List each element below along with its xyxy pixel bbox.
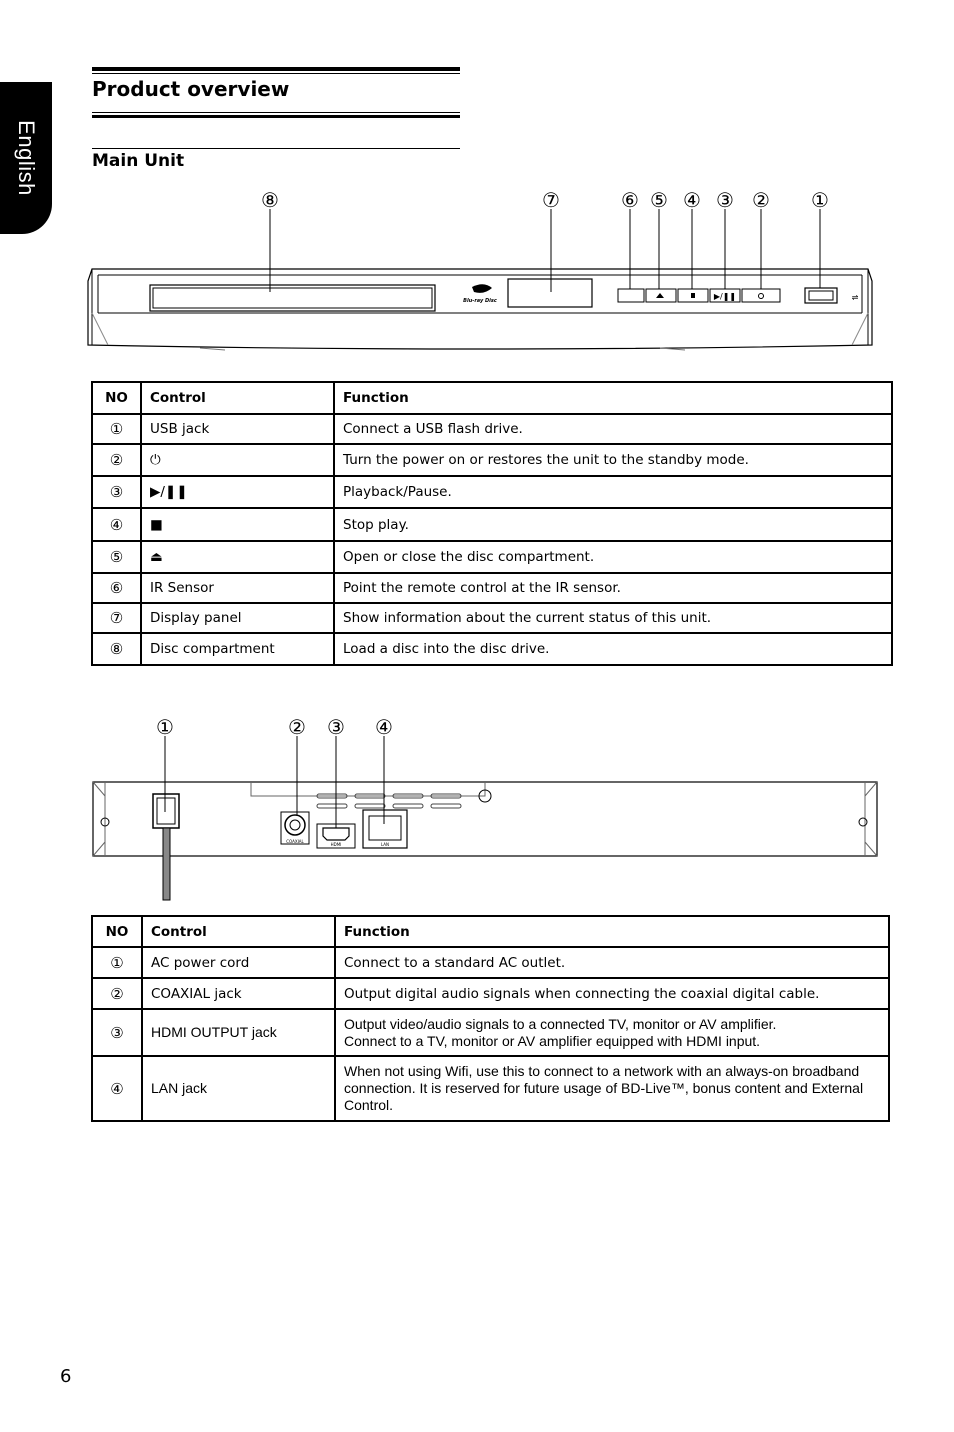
row-no: ④: [92, 508, 141, 541]
front-callout-1: ①: [811, 188, 829, 212]
row-function: Connect a USB flash drive.: [334, 414, 892, 444]
page-number: 6: [60, 1366, 72, 1387]
row-no: ⑦: [92, 603, 141, 633]
table-row: [92, 603, 892, 633]
rear-panel-diagram: [85, 712, 885, 904]
language-tab-label: English: [14, 120, 39, 196]
table-row: [92, 633, 892, 665]
header-no: NO: [92, 382, 141, 414]
title-rule-bottom-thin: [92, 112, 460, 113]
front-callout-3: ③: [716, 188, 734, 212]
row-function: Output digital audio signals when connecting the coaxial digital cable.: [335, 978, 889, 1009]
rear-callout-1: ①: [156, 715, 174, 739]
page-title: Product overview: [92, 77, 290, 101]
row-function: Turn the power on or restores the unit to the standby mode.: [334, 444, 892, 476]
stop-icon: ■: [141, 508, 334, 541]
front-controls-table: [91, 381, 893, 666]
header-control: Control: [141, 382, 334, 414]
table-row: [92, 1056, 889, 1121]
row-no: ⑤: [92, 541, 141, 573]
row-no: ③: [92, 476, 141, 508]
play-pause-icon: ▶/❚❚: [141, 476, 334, 508]
front-callout-5: ⑤: [650, 188, 668, 212]
eject-icon: ⏏: [141, 541, 334, 573]
row-control: HDMI OUTPUT jack: [142, 1009, 335, 1056]
row-function: Playback/Pause.: [334, 476, 892, 508]
row-function: Connect to a standard AC outlet.: [335, 947, 889, 978]
row-no: ②: [92, 978, 142, 1009]
title-rule-top-thin: [92, 73, 460, 74]
row-no: ②: [92, 444, 141, 476]
row-control: Disc compartment: [141, 633, 334, 665]
section-title: Main Unit: [92, 151, 185, 171]
header-control: Control: [142, 916, 335, 947]
row-function: [335, 1009, 889, 1056]
table-row: [92, 508, 892, 541]
row-control: AC power cord: [142, 947, 335, 978]
title-rule-bottom: [92, 115, 460, 118]
rear-callout-2: ②: [288, 715, 306, 739]
svg-text:▶/❚❚: ▶/❚❚: [713, 292, 737, 301]
coaxial-port-label: COAXIAL: [286, 839, 304, 844]
title-rule-top: [92, 67, 460, 71]
rear-callout-4: ④: [375, 715, 393, 739]
row-control: Display panel: [141, 603, 334, 633]
front-panel-diagram: [80, 185, 880, 355]
svg-text:Blu-ray Disc: Blu-ray Disc: [463, 298, 497, 304]
row-control: IR Sensor: [141, 573, 334, 603]
row-no: ①: [92, 414, 141, 444]
section-rule: [92, 148, 460, 149]
header-function: Function: [335, 916, 889, 947]
table-row: [92, 947, 889, 978]
row-no: ①: [92, 947, 142, 978]
svg-text:⇌: ⇌: [851, 293, 859, 302]
power-cord: [163, 828, 170, 900]
hdmi-port-label: HDMI: [330, 842, 342, 847]
power-icon: ⏻: [141, 444, 334, 476]
function-line: Connect to a TV, monitor or AV amplifier equipped with HDMI input.: [344, 1032, 761, 1049]
row-no: ④: [92, 1056, 142, 1121]
rear-callout-3: ③: [327, 715, 345, 739]
front-callout-6: ⑥: [621, 188, 639, 212]
table-header-row: [92, 382, 892, 414]
function-line: connection. It is reserved for future usage of BD-Live™, bonus content and External: [344, 1080, 864, 1096]
table-row: [92, 1009, 889, 1056]
row-function: Point the remote control at the IR sensor.: [334, 573, 892, 603]
row-no: ⑥: [92, 573, 141, 603]
table-header-row: [92, 916, 889, 947]
language-tab: [0, 82, 52, 234]
front-callout-2: ②: [752, 188, 770, 212]
row-no: ⑧: [92, 633, 141, 665]
table-row: [92, 476, 892, 508]
front-callout-7: ⑦: [542, 188, 560, 212]
function-line: Control.: [344, 1097, 394, 1113]
row-function: Show information about the current status of this unit.: [334, 603, 892, 633]
row-function: Stop play.: [334, 508, 892, 541]
row-control: USB jack: [141, 414, 334, 444]
table-row: [92, 414, 892, 444]
header-no: NO: [92, 916, 142, 947]
table-row: [92, 444, 892, 476]
table-row: [92, 573, 892, 603]
row-function: Open or close the disc compartment.: [334, 541, 892, 573]
table-row: [92, 978, 889, 1009]
front-callout-8: ⑧: [261, 188, 279, 212]
row-no: ③: [92, 1009, 142, 1056]
rear-controls-table: [91, 915, 890, 1122]
lan-port-label: LAN: [380, 842, 390, 847]
row-control: LAN jack: [142, 1056, 335, 1121]
row-function: [335, 1056, 889, 1121]
header-function: Function: [334, 382, 892, 414]
row-control: COAXIAL jack: [142, 978, 335, 1009]
front-callout-4: ④: [683, 188, 701, 212]
function-line: When not using Wifi, use this to connect to a network with an always-on broadband: [344, 1063, 860, 1079]
table-row: [92, 541, 892, 573]
function-line: Output video/audio signals to a connected TV, monitor or AV amplifier.: [344, 1015, 777, 1032]
row-function: Load a disc into the disc drive.: [334, 633, 892, 665]
